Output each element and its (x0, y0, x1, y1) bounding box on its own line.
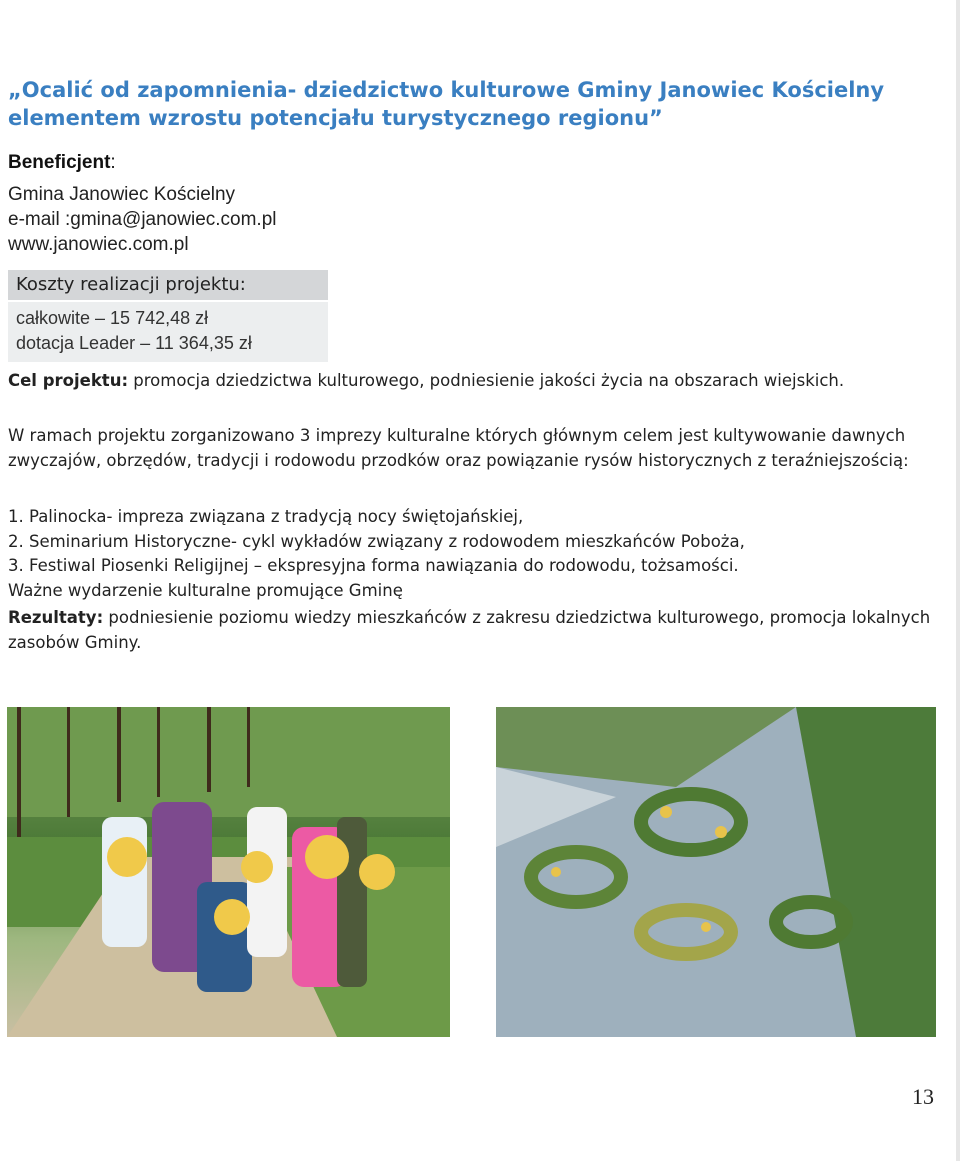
beneficiary-colon: : (110, 152, 116, 173)
costs-grant: dotacja Leader – 11 364,35 zł (16, 333, 252, 353)
beneficiary-name: Gmina Janowiec Kościelny (8, 184, 236, 205)
procession-illustration (7, 707, 450, 1037)
goal-text: promocja dziedzictwa kulturowego, podniesienie jakości życia na obszarach wiejskich. (128, 371, 845, 390)
event-note: Ważne wydarzenie kulturalne promujące Gminę (8, 580, 403, 600)
beneficiary-email: e-mail :gmina@janowiec.com.pl (8, 209, 277, 230)
page-title: „Ocalić od zapomnienia- dziedzictwo kulturowe Gminy Janowiec Kościelny elementem wzrostu potencjału turystycznego regionu” (8, 78, 885, 130)
photo-wreaths-on-water (496, 707, 936, 1037)
beneficiary-contact (8, 182, 277, 257)
goal-label: Cel projektu: (8, 371, 129, 390)
photo-procession (7, 707, 450, 1037)
wreaths-illustration (496, 707, 936, 1037)
beneficiary-label-line (8, 151, 116, 175)
results-text: podniesienie poziomu wiedzy mieszkańców z zakresu dziedzictwa kulturowego, promocja lokalnych zasobów Gminy. (8, 608, 931, 652)
beneficiary-label: Beneficjent (8, 152, 111, 173)
project-description: W ramach projektu zorganizowano 3 imprezy kulturalne których głównym celem jest kultywowanie dawnych zwyczajów, obrzędów, tradycji i rodowodu przodków oraz powiązanie rysów historycznych z teraźniejszością: (8, 426, 909, 470)
event-item: 1. Palinocka- impreza związana z tradycją nocy świętojańskiej, (8, 507, 524, 526)
results-label: Rezultaty: (8, 608, 104, 627)
project-results (8, 606, 938, 655)
costs-total: całkowite – 15 742,48 zł (16, 308, 209, 328)
costs-header: Koszty realizacji projektu: (8, 270, 328, 300)
beneficiary-website: www.janowiec.com.pl (8, 234, 189, 255)
project-goal (8, 369, 938, 394)
event-item: 3. Festiwal Piosenki Religijnej – ekspresyjna forma nawiązania do rodowodu, tożsamości. (8, 556, 739, 575)
events-list (8, 505, 938, 603)
page-edge (956, 0, 960, 1161)
costs-box (8, 302, 328, 362)
event-item: 2. Seminarium Historyczne- cykl wykładów związany z rodowodem mieszkańców Poboża, (8, 531, 745, 551)
page-number: 13 (912, 1084, 934, 1109)
